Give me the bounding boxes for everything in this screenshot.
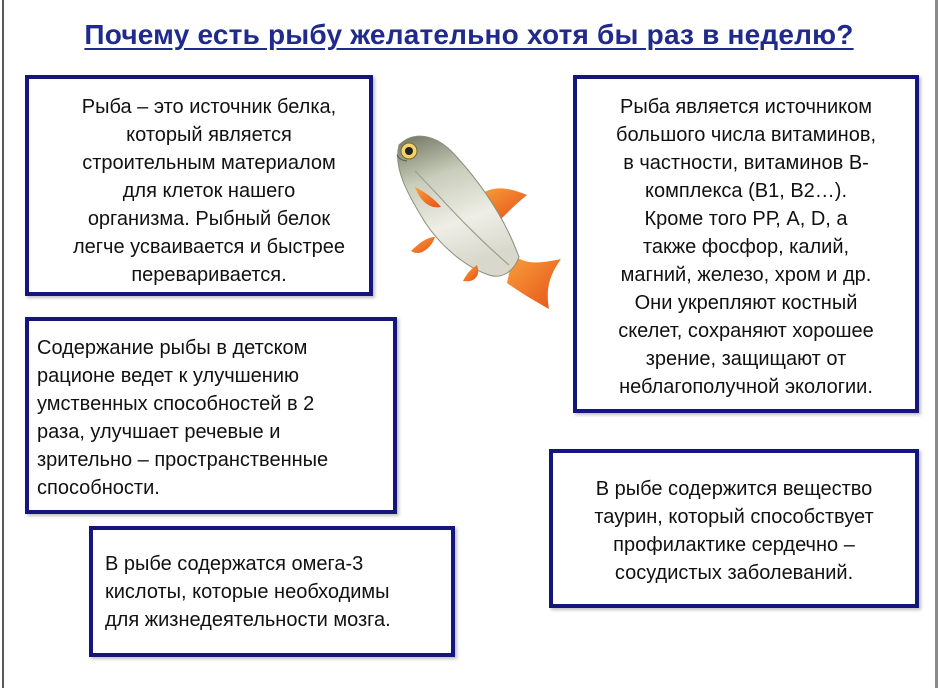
children-text-box xyxy=(25,317,397,514)
omega-text-box xyxy=(89,526,455,657)
protein-text: Рыба – это источник белка, который является строительным материалом для клеток нашего организма. Рыбный белок легче усваивается и быстрее переваривается. xyxy=(72,96,346,286)
vitamins-text: Рыба является источником большого числа витаминов, в частности, витаминов В- комплекса (В1, В2…). Кроме того РР, А, D, а также фосфор, калий, магний, железо, хром и др. Они укрепляют костный скелет, сохраняют хорошее зрение, защищают от неблагополучной экологии. xyxy=(616,96,876,398)
omega-text: В рыбе содержатся омега-3 кислоты, которые необходимы для жизнедеятельности мозга. xyxy=(105,553,391,631)
taurine-text: В рыбе содержится вещество таурин, который способствует профилактике сердечно – сосудистых заболеваний. xyxy=(594,478,874,584)
taurine-text-box xyxy=(549,449,919,608)
slide-left-edge xyxy=(2,0,4,688)
vitamins-text-box xyxy=(573,75,919,413)
fish-illustration-icon xyxy=(385,125,570,315)
children-text: Содержание рыбы в детском рационе ведет к улучшению умственных способностей в 2 раза, улучшает речевые и зрительно – пространственные способности. xyxy=(37,337,329,499)
protein-text-box xyxy=(25,75,373,296)
slide-title: Почему есть рыбу желательно хотя бы раз в неделю? xyxy=(84,19,854,50)
